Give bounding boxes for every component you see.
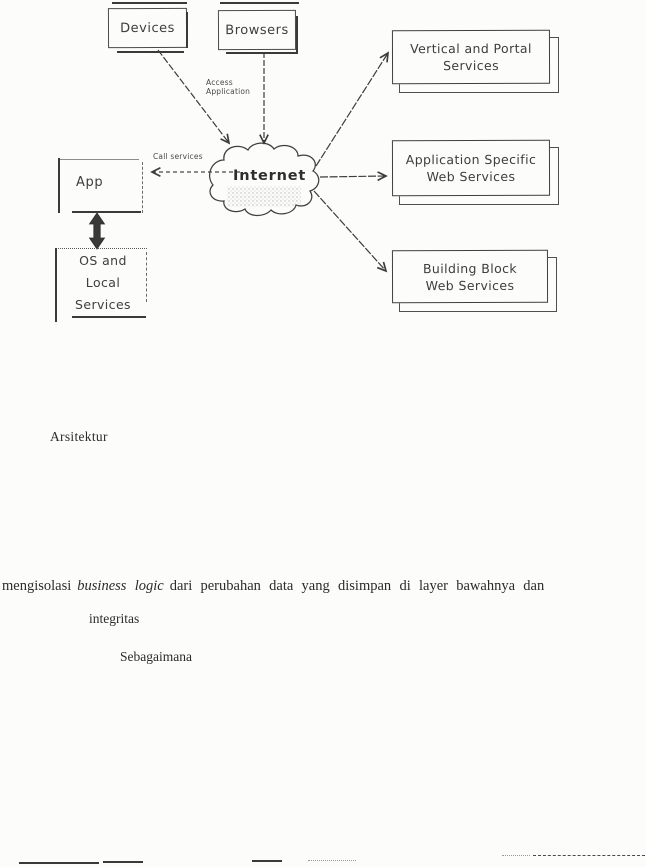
paragraph-post: dari perubahan data yang disimpan di layer bawahnya dan: [169, 578, 545, 594]
top-edge-line-left: [112, 2, 187, 4]
figure-caption: Arsitektur: [50, 429, 108, 444]
bottom-mark-line-3: [252, 860, 282, 862]
access-label-line2: Application: [206, 87, 251, 96]
browsers-box: [218, 10, 296, 50]
building-block-web-services-box: [392, 250, 548, 303]
app-label: App: [76, 175, 104, 190]
application-specific-web-services-box: [392, 140, 550, 196]
browsers-box-shadow-bottom: [226, 52, 298, 54]
os-box-bottom: [72, 316, 146, 318]
vertical-portal-line1: Vertical and Portal: [410, 40, 532, 57]
vertical-portal-line2: Services: [443, 57, 499, 74]
app-box-right-dashed: [142, 162, 143, 213]
os-box-right-dashed: [146, 252, 147, 302]
building-block-line1: Building Block: [422, 260, 518, 276]
internet-to-vertical-portal-arrow: [316, 53, 388, 166]
bottom-mark-line-1: [19, 862, 99, 864]
os-box-label: [60, 250, 146, 316]
os-label-line1: OS and: [79, 253, 127, 268]
bottom-right-dashed-line: [533, 855, 645, 856]
application-specific-line2: Web Services: [426, 168, 516, 185]
browsers-box-shadow-right: [296, 16, 298, 52]
os-label-line3: Services: [75, 297, 131, 312]
paragraph-pre: mengisolasi: [2, 578, 72, 594]
internet-to-building-block-arrow: [314, 191, 386, 271]
line-sebagaimana: Sebagaimana: [120, 649, 192, 664]
paragraph-italic: business logic: [77, 578, 164, 594]
app-os-double-arrow: [90, 213, 105, 249]
application-specific-line1: Application Specific: [405, 151, 537, 168]
bottom-mark-smudge: [308, 860, 356, 861]
cloud-halftone-shading: [227, 186, 301, 207]
body-paragraph: [2, 578, 544, 595]
call-services-label: Call services: [153, 152, 203, 161]
access-application-label: [206, 78, 250, 96]
devices-box: [108, 8, 187, 48]
devices-to-internet-arrow: [158, 50, 229, 143]
os-box-top-dotted: [55, 248, 147, 249]
bottom-right-dots: [502, 855, 530, 856]
devices-box-shadow-right: [186, 12, 188, 48]
bottom-mark-line-2: [103, 861, 143, 863]
devices-label: Devices: [120, 20, 175, 36]
internet-to-app-specific-arrow: [320, 176, 386, 177]
app-box-bottom: [72, 211, 141, 213]
app-box-top: [59, 159, 139, 160]
browsers-label: Browsers: [225, 22, 289, 38]
devices-box-shadow-bottom: [117, 51, 184, 53]
top-edge-line-right: [220, 2, 299, 4]
os-label-line2: Local: [85, 275, 121, 290]
app-box-left: [58, 158, 60, 213]
line-integritas: integritas: [89, 611, 140, 626]
access-label-line1: Access: [206, 78, 233, 87]
building-block-line2: Web Services: [425, 277, 515, 293]
vertical-portal-services-box: [392, 30, 550, 84]
internet-label: Internet: [233, 168, 307, 184]
os-box-left: [55, 248, 57, 322]
